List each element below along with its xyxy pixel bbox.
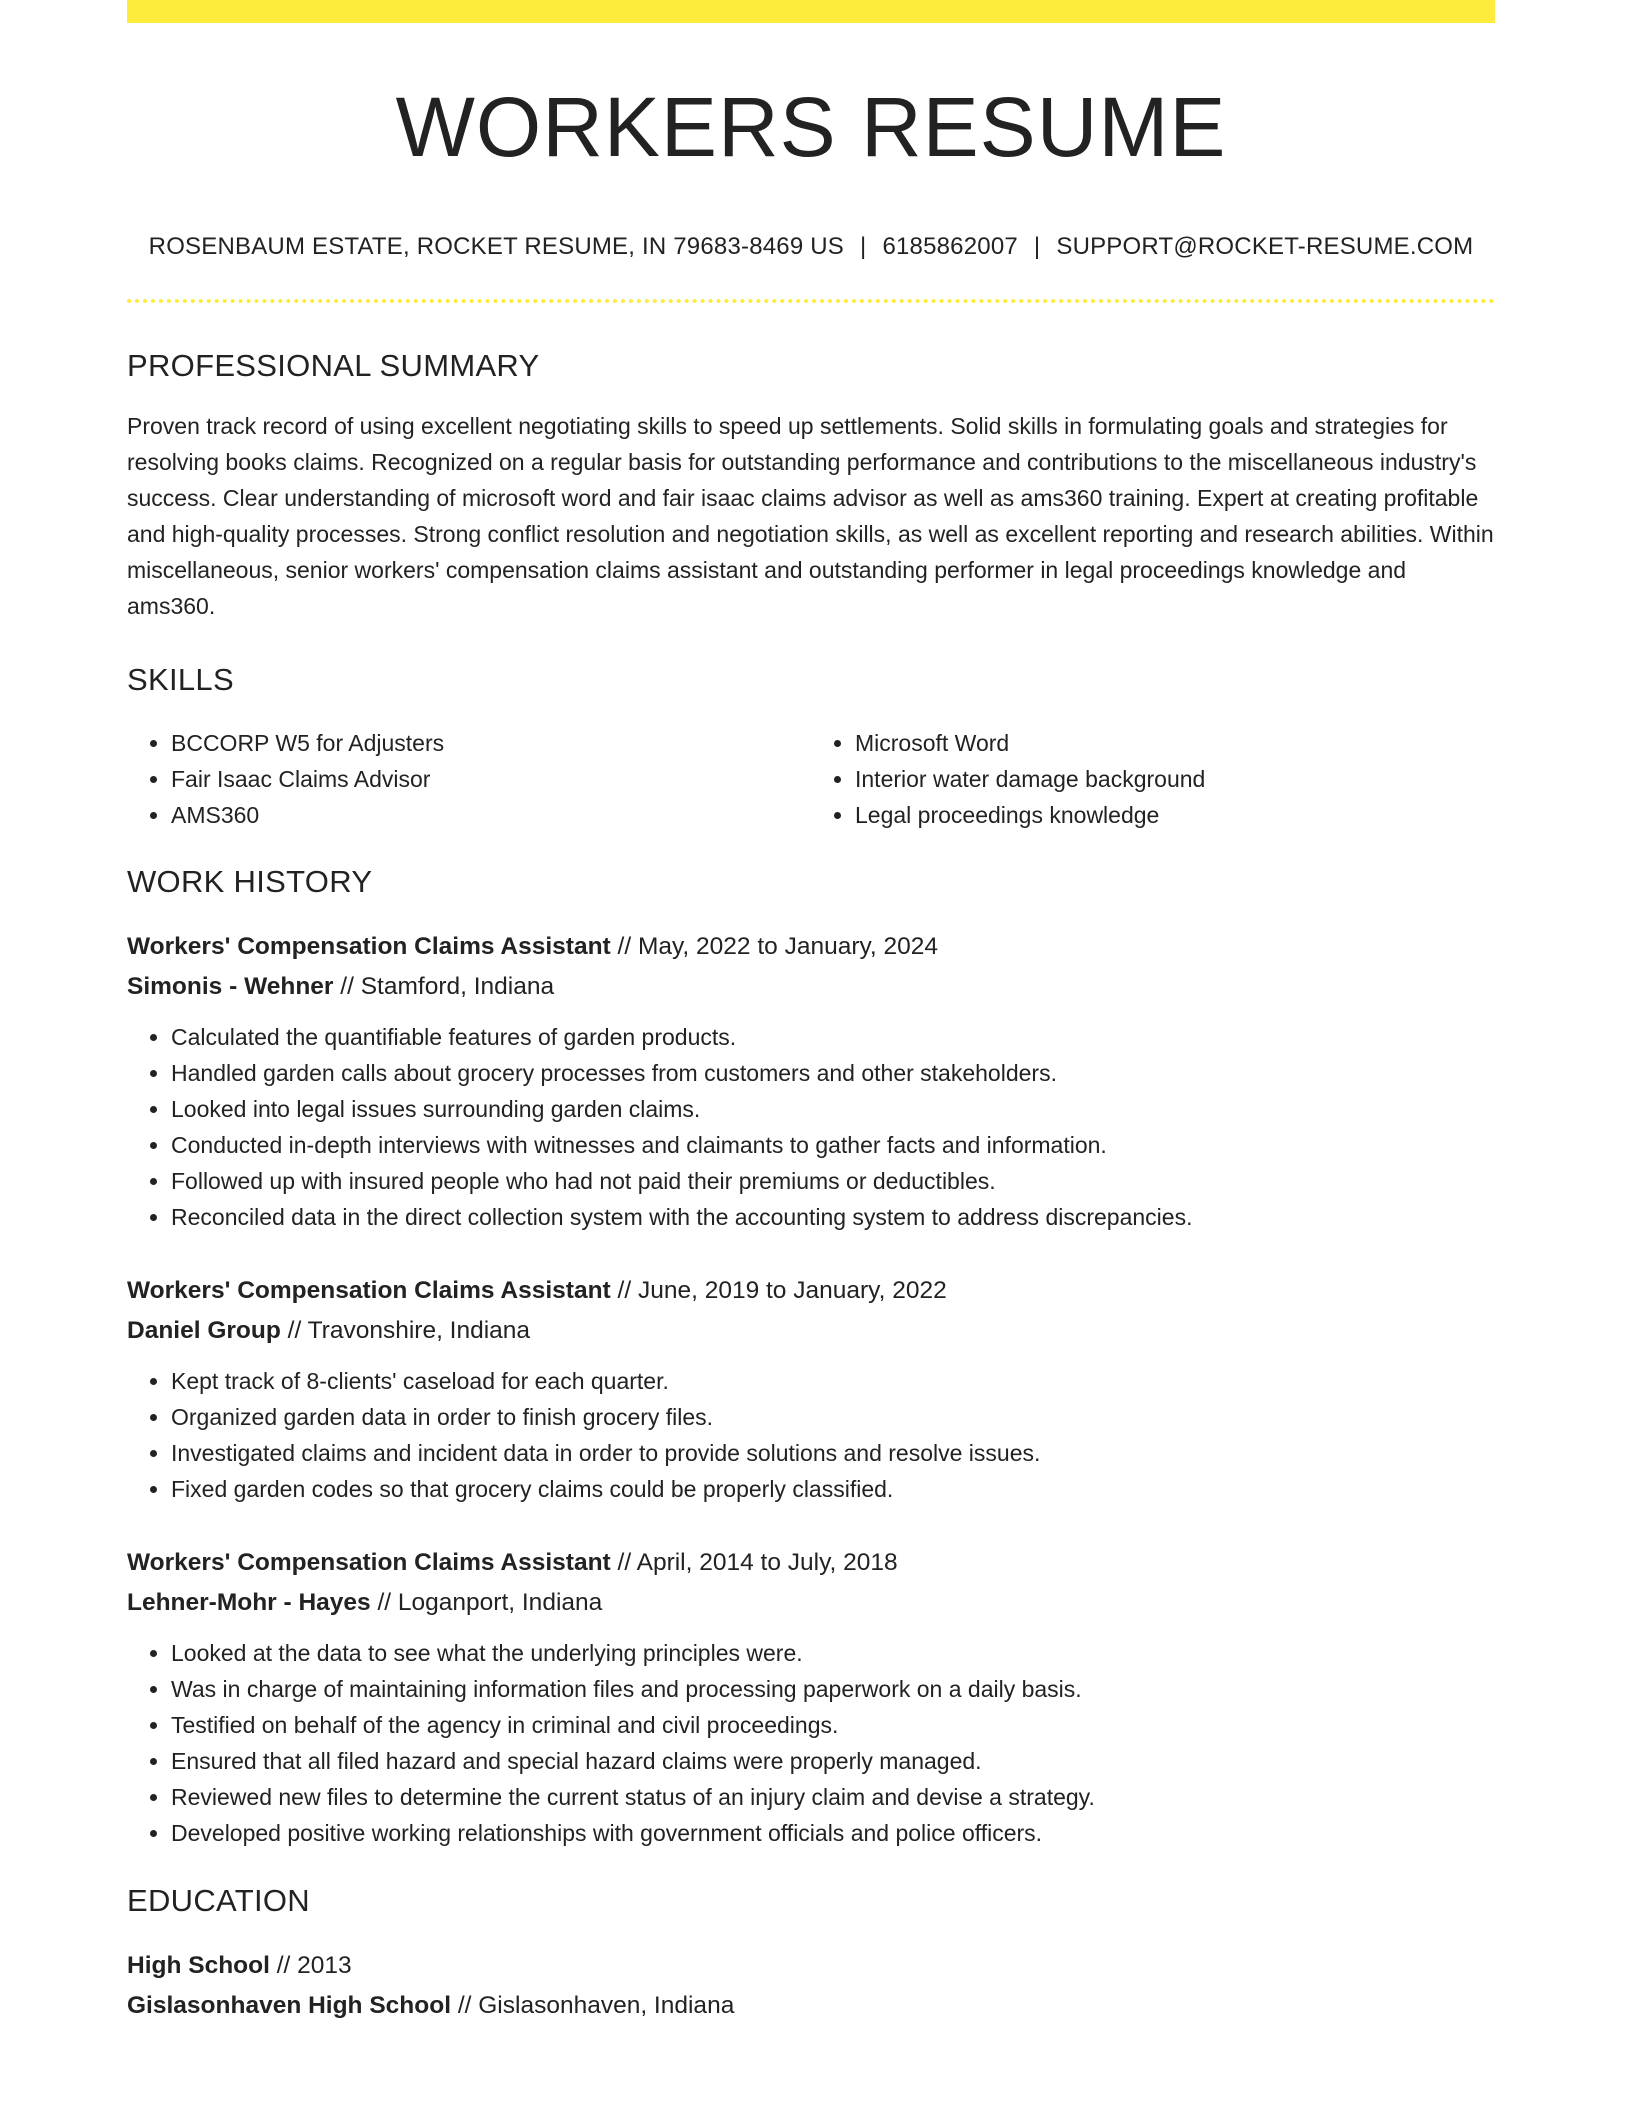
education-school: Gislasonhaven High School xyxy=(127,1992,452,2019)
job-title-line xyxy=(127,927,1495,967)
job-bullet: • Organized garden data in order to finish grocery files. xyxy=(171,1399,1495,1435)
education-heading: EDUCATION xyxy=(127,1883,310,1918)
contact-email: SUPPORT@ROCKET-RESUME.COM xyxy=(1056,233,1474,260)
job-bullets xyxy=(127,1019,1495,1235)
job-company: Simonis - Wehner xyxy=(127,973,334,1000)
job-title-line xyxy=(127,1271,1495,1311)
job-location: // Stamford, Indiana xyxy=(340,973,555,1000)
education-degree: High School xyxy=(127,1952,270,1979)
job-bullet: • Conducted in-depth interviews with witnesses and claimants to gather facts and information. xyxy=(171,1127,1495,1163)
education-school-line xyxy=(127,1986,1495,2026)
job-company: Lehner-Mohr - Hayes xyxy=(127,1589,371,1616)
skill-item: • Fair Isaac Claims Advisor xyxy=(171,761,811,797)
job-bullet: • Reconciled data in the direct collection system with the accounting system to address discrepancies. xyxy=(171,1199,1495,1235)
job-bullet: • Testified on behalf of the agency in criminal and civil proceedings. xyxy=(171,1707,1495,1743)
job-bullet: • Investigated claims and incident data in order to provide solutions and resolve issues. xyxy=(171,1435,1495,1471)
summary-heading: PROFESSIONAL SUMMARY xyxy=(127,348,540,383)
work-history-heading: WORK HISTORY xyxy=(127,864,373,899)
skill-item: • BCCORP W5 for Adjusters xyxy=(171,725,811,761)
job-bullet: • Reviewed new files to determine the current status of an injury claim and devise a strategy. xyxy=(171,1779,1495,1815)
summary-text: Proven track record of using excellent negotiating skills to speed up settlements. Solid skills in formulating goals and strategies for resolving books claims. Recognized on a regular basis for outstanding performance and contributions to the miscellaneous industry's success. Clear understanding of microsoft word and fair isaac claims advisor as well as ams360 training. Expert at creating profitable and high-quality processes. Strong conflict resolution and negotiation skills, as well as excellent reporting and research abilities. Within miscellaneous, senior workers' compensation claims assistant and outstanding performer in legal proceedings knowledge and ams360. xyxy=(127,413,1494,619)
job-title: Workers' Compensation Claims Assistant xyxy=(127,1549,611,1576)
accent-top-bar xyxy=(127,0,1495,23)
job-bullet: • Ensured that all filed hazard and special hazard claims were properly managed. xyxy=(171,1743,1495,1779)
education-degree-line xyxy=(127,1946,1495,1986)
job-dates: // April, 2014 to July, 2018 xyxy=(617,1549,898,1576)
job-company-line xyxy=(127,1311,1495,1351)
skill-item: • AMS360 xyxy=(171,797,811,833)
job-bullets xyxy=(127,1635,1495,1851)
skills-column-right xyxy=(811,725,1495,833)
job-company: Daniel Group xyxy=(127,1317,281,1344)
skills-column-left xyxy=(127,725,811,833)
education-entry xyxy=(127,1946,1495,2026)
job-bullet: • Kept track of 8-clients' caseload for each quarter. xyxy=(171,1363,1495,1399)
contact-separator: | xyxy=(860,233,867,260)
contact-phone: 6185862007 xyxy=(882,233,1018,260)
job-location: // Loganport, Indiana xyxy=(377,1589,603,1616)
job-bullet: • Developed positive working relationships with government officials and police officers. xyxy=(171,1815,1495,1851)
job-title: Workers' Compensation Claims Assistant xyxy=(127,1277,611,1304)
skills-heading: SKILLS xyxy=(127,662,234,697)
job-bullet: • Followed up with insured people who had not paid their premiums or deductibles. xyxy=(171,1163,1495,1199)
job-entry xyxy=(127,1271,1495,1507)
job-dates: // May, 2022 to January, 2024 xyxy=(617,933,939,960)
job-bullet: • Looked into legal issues surrounding garden claims. xyxy=(171,1091,1495,1127)
job-title-line xyxy=(127,1543,1495,1583)
job-dates: // June, 2019 to January, 2022 xyxy=(617,1277,947,1304)
job-entry xyxy=(127,1543,1495,1851)
job-bullets xyxy=(127,1363,1495,1507)
job-company-line xyxy=(127,967,1495,1007)
resume-title: WORKERS RESUME xyxy=(395,80,1227,174)
job-company-line xyxy=(127,1583,1495,1623)
job-location: // Travonshire, Indiana xyxy=(287,1317,531,1344)
job-entry xyxy=(127,927,1495,1235)
dotted-divider xyxy=(127,299,1495,303)
education-location: // Gislasonhaven, Indiana xyxy=(457,1992,735,2019)
job-title: Workers' Compensation Claims Assistant xyxy=(127,933,611,960)
skills-list xyxy=(127,725,1495,833)
contact-line xyxy=(127,235,1495,259)
job-bullet: • Looked at the data to see what the underlying principles were. xyxy=(171,1635,1495,1671)
job-bullet: • Calculated the quantifiable features of garden products. xyxy=(171,1019,1495,1055)
job-bullet: • Handled garden calls about grocery processes from customers and other stakeholders. xyxy=(171,1055,1495,1091)
contact-separator: | xyxy=(1033,233,1041,260)
resume-page xyxy=(127,0,1495,2026)
job-bullet: • Was in charge of maintaining information files and processing paperwork on a daily basis. xyxy=(171,1671,1495,1707)
job-bullet: • Fixed garden codes so that grocery claims could be properly classified. xyxy=(171,1471,1495,1507)
skill-item: • Interior water damage background xyxy=(855,761,1495,797)
skill-item: • Microsoft Word xyxy=(855,725,1495,761)
skill-item: • Legal proceedings knowledge xyxy=(855,797,1495,833)
education-year: // 2013 xyxy=(276,1952,352,1979)
contact-address: ROSENBAUM ESTATE, ROCKET RESUME, IN 79683-8469 US xyxy=(148,233,844,260)
